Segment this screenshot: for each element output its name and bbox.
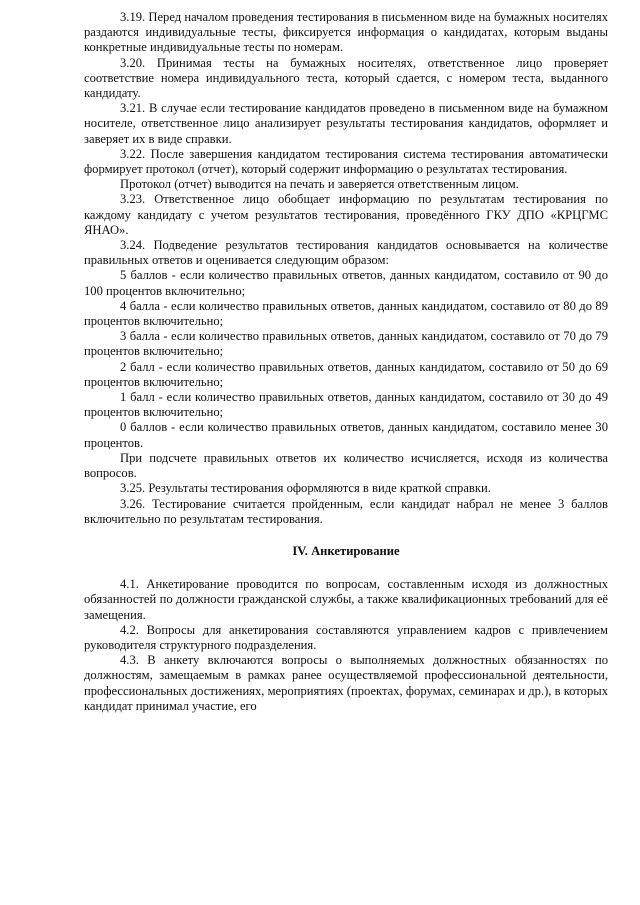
paragraph-3-25: 3.25. Результаты тестирования оформляются в виде краткой справки. bbox=[120, 481, 491, 496]
paragraphs-after bbox=[84, 577, 608, 714]
paragraph-3-26: 3.26. Тестирование считается пройденным, если кандидат набрал не менее 3 баллов включительно по результатам тестирования. bbox=[84, 496, 608, 526]
paragraph-4-3: 4.3. В анкету включаются вопросы о выполняемых должностных обязанностях по должностям, замещаемым в рамках ранее осуществляемой профессиональной деятельности, профессиональных достижениях, мероприятиях (проектах, форумах, семинарах и др.), в которых кандидат принимал участие, его bbox=[84, 653, 608, 713]
paragraphs-before bbox=[84, 10, 608, 527]
score-item-1: 1 балл - если количество правильных ответов, данных кандидатом, составило от 30 до 49 процентов включительно; bbox=[84, 390, 608, 420]
paragraph-3-23: 3.23. Ответственное лицо обобщает информацию по результатам тестирования по каждому кандидату с учетом результатов тестирования, проведённого ГКУ ДПО «КРЦГМС ЯНАО». bbox=[84, 192, 608, 237]
score-item-3: 3 балла - если количество правильных ответов, данных кандидатом, составило от 70 до 79 процентов включительно; bbox=[84, 329, 608, 359]
score-item-0: 0 баллов - если количество правильных ответов, данных кандидатом, составило менее 30 процентов. bbox=[84, 420, 608, 450]
paragraph-3-20: 3.20. Принимая тесты на бумажных носителях, ответственное лицо проверяет соответствие номера индивидуального теста, который сдается, с номером теста, выданного кандидату. bbox=[84, 55, 608, 101]
paragraph-protocol: Протокол (отчет) выводится на печать и заверяется ответственным лицом. bbox=[120, 177, 519, 192]
score-item-4: 4 балла - если количество правильных ответов, данных кандидатом, составило от 80 до 89 процентов включительно; bbox=[84, 298, 608, 329]
section-title: IV. Анкетирование bbox=[292, 543, 400, 558]
paragraph-counting: При подсчете правильных ответов их количество исчисляется, исходя из количества вопросов. bbox=[84, 450, 608, 481]
paragraph-3-22: 3.22. После завершения кандидатом тестирования система тестирования автоматически формирует протокол (отчет), который содержит информацию о результатах тестирования. bbox=[84, 146, 608, 177]
paragraph-3-24: 3.24. Подведение результатов тестирования кандидатов основывается на количестве правильных ответов и оценивается следующим образом: bbox=[84, 238, 608, 268]
paragraph-4-1: 4.1. Анкетирование проводится по вопросам, составленным исходя из должностных обязанностей по должности гражданской службы, а также квалификационных требований для её замещения. bbox=[84, 577, 608, 622]
score-item-5: 5 баллов - если количество правильных ответов, данных кандидатом, составило от 90 до 100 процентов включительно; bbox=[84, 268, 608, 298]
paragraph-3-21: 3.21. В случае если тестирование кандидатов проведено в письменном виде на бумажном носителе, ответственное лицо анализирует результаты тестирования кандидатов, оформляет и заверяет их в виде справки. bbox=[84, 101, 608, 146]
document-page bbox=[84, 10, 608, 714]
paragraph-4-2: 4.2. Вопросы для анкетирования составляются управлением кадров с привлечением руководителя структурного подразделения. bbox=[84, 622, 608, 652]
paragraph-3-19: 3.19. Перед началом проведения тестирования в письменном виде на бумажных носителях раздаются индивидуальные тесты, фиксируется информация о кандидатах, которым выданы конкретные индивидуальные тесты по номерам. bbox=[84, 10, 608, 55]
score-item-2: 2 балл - если количество правильных ответов, данных кандидатом, составило от 50 до 69 процентов включительно; bbox=[84, 359, 608, 389]
